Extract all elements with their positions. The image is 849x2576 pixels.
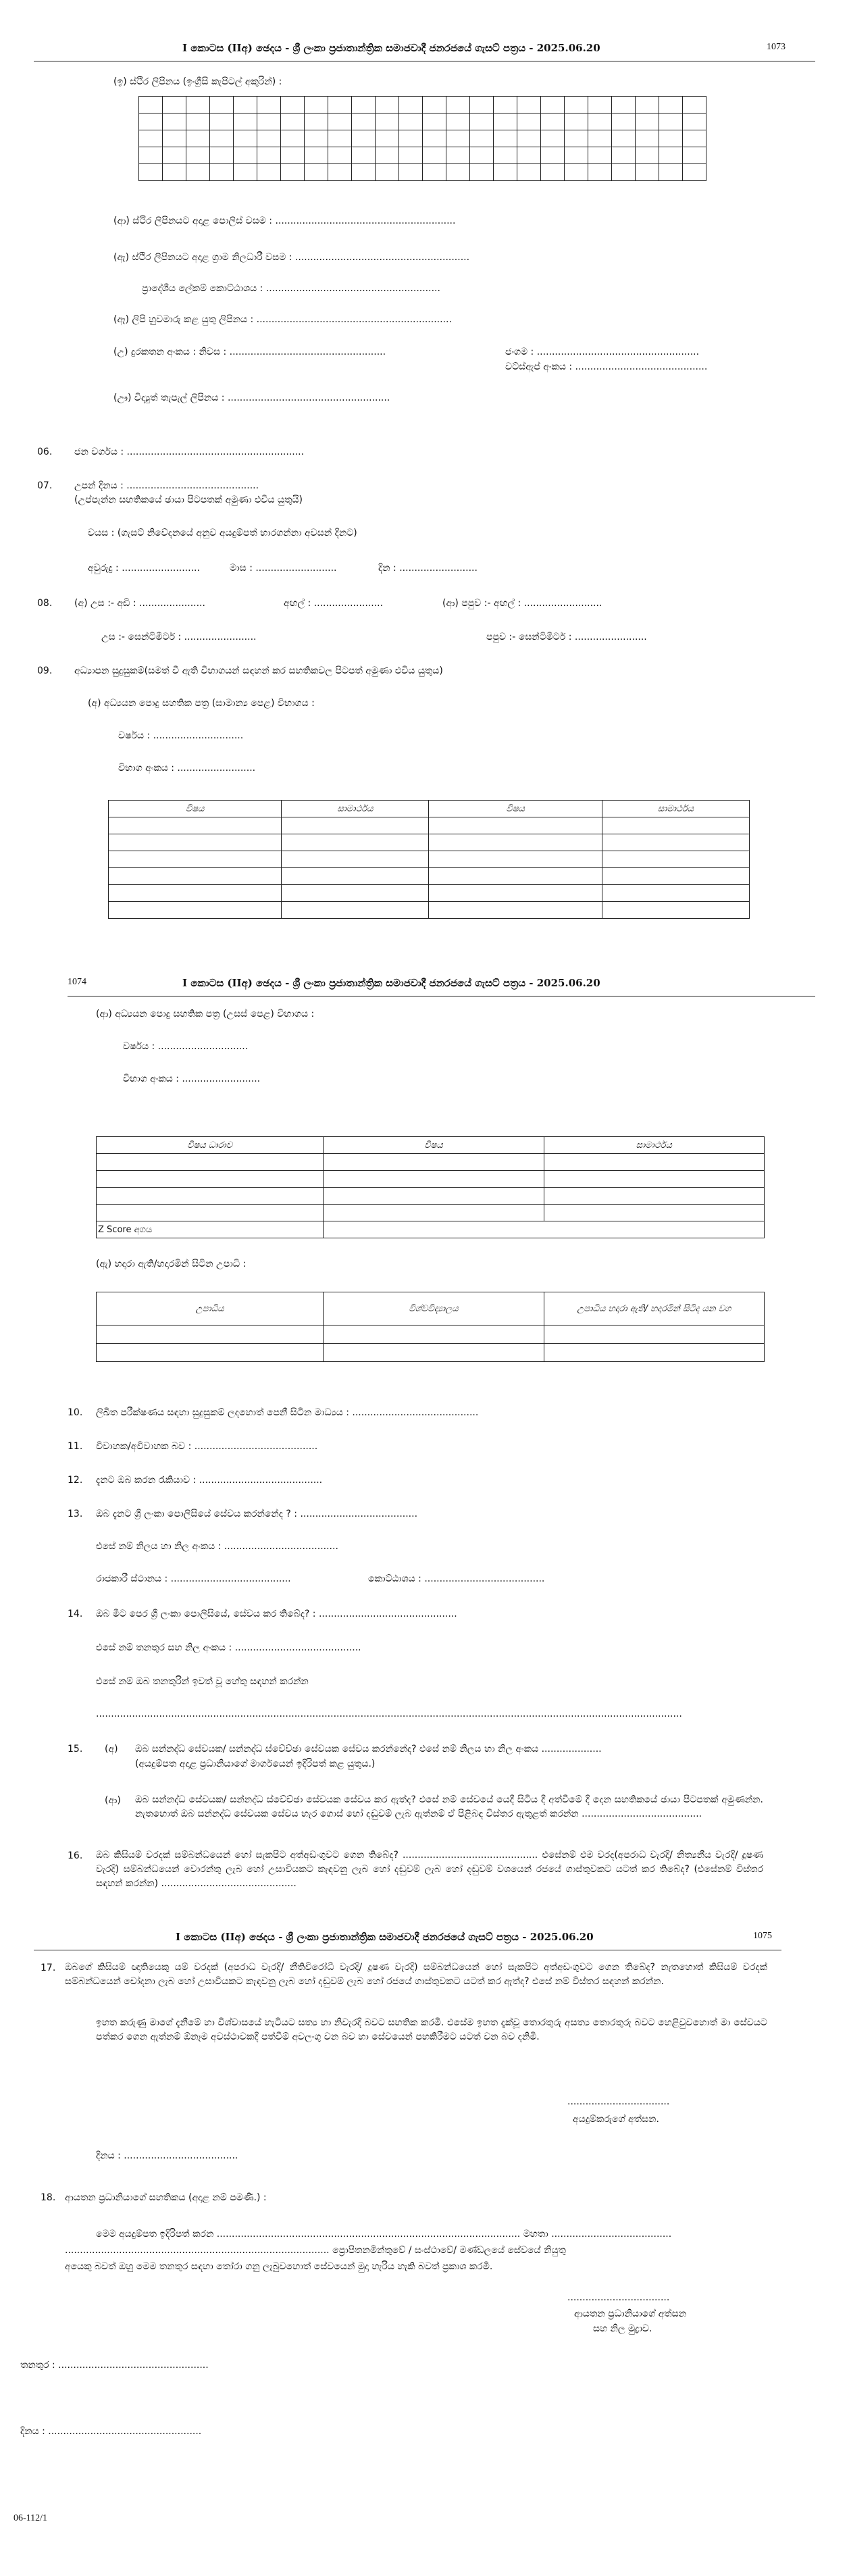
grid-cell[interactable]	[376, 164, 399, 181]
q09-al-label: (ආ) අධ්‍යයන පොදු සහතික පත්‍ර (උසස් පෙළ) විභාගය :	[96, 1009, 315, 1019]
table-cell[interactable]	[602, 851, 749, 868]
grid-cell[interactable]	[376, 97, 399, 113]
grid-cell[interactable]	[186, 147, 210, 164]
grid-cell[interactable]	[139, 113, 163, 130]
q14-number: 14.	[68, 1609, 83, 1619]
grid-cell[interactable]	[541, 164, 565, 181]
grid-cell[interactable]	[517, 97, 541, 113]
grid-cell[interactable]	[139, 164, 163, 181]
grid-row	[139, 147, 706, 164]
q16-number: 16.	[68, 1850, 83, 1861]
grid-cell[interactable]	[281, 164, 305, 181]
q13-label: ඔබ දැනට ශ්‍රී ලංකා පොලිසියේ සේවය කරන්නේද ? : .......................................	[96, 1509, 418, 1519]
grid-cell[interactable]	[659, 164, 683, 181]
q18-position: තනතුර : ..................................................	[20, 2360, 209, 2371]
grid-cell[interactable]	[683, 113, 706, 130]
q18-title: ආයතන ප්‍රධානියාගේ සහතිකය (අදාළ නම් පමණි.) :	[65, 2192, 267, 2203]
ol-results-table	[108, 800, 750, 919]
table-cell[interactable]	[429, 902, 602, 919]
table-cell[interactable]	[282, 817, 429, 834]
grid-cell[interactable]	[234, 97, 257, 113]
table-cell[interactable]	[109, 834, 282, 851]
q11-marital: විවාහක/අවිවාහක බව : .........................................	[96, 1441, 318, 1452]
q08-chest-cm: පපුව :- සෙන්ටිමීටර් : ........................	[486, 632, 647, 642]
table-row	[109, 902, 750, 919]
grid-cell[interactable]	[659, 97, 683, 113]
q09-number: 09.	[37, 665, 53, 676]
zscore-row	[97, 1221, 765, 1238]
grid-cell[interactable]	[186, 164, 210, 181]
grid-cell[interactable]	[257, 97, 281, 113]
grid-cell[interactable]	[612, 113, 636, 130]
grid-cell[interactable]	[257, 130, 281, 147]
q09-ol-index: විභාග අංකය : ..........................	[118, 763, 256, 774]
page-number-1075: 1075	[753, 1931, 772, 1941]
table-cell[interactable]	[602, 868, 749, 885]
grid-cell[interactable]	[328, 130, 352, 147]
q15-a-text: ඔබ සන්නද්ධ සේවයක/ සන්නද්ධ ස්වේච්ඡා සේවයක සේවය කරන්නේද? එසේ නම් නිලය හා නිල අංකය ....................	[135, 1744, 602, 1754]
table-cell[interactable]	[109, 885, 282, 902]
home-phone-label: (උ) දුරකතන අංකය : නිවස : ....................................................	[113, 347, 386, 357]
table-cell[interactable]	[544, 1188, 764, 1205]
table-header: විශ්වවිද්‍යාලය	[324, 1292, 544, 1325]
grid-cell[interactable]	[612, 97, 636, 113]
footer-code: 06-112/1	[14, 2513, 48, 2523]
q09-label: අධ්‍යාපන සුදුසුකම්(සමත් වී ඇති විභාගයන් සඳහන් කර සහතිකවල පිටපත් අමුණා එවිය යුතුය)	[74, 665, 443, 676]
grid-cell[interactable]	[446, 147, 470, 164]
grid-cell[interactable]	[446, 97, 470, 113]
q08-height-feet: (අ) උස :- අඩි : ......................	[74, 598, 205, 609]
capital-letters-grid[interactable]	[138, 96, 706, 181]
grid-cell[interactable]	[281, 97, 305, 113]
grid-cell[interactable]	[423, 97, 446, 113]
grid-cell[interactable]	[565, 97, 588, 113]
grid-cell[interactable]	[423, 130, 446, 147]
grid-cell[interactable]	[376, 147, 399, 164]
table-row	[109, 851, 750, 868]
q07-age: වයස : (ගැසට් නිවේදනයේ අනුව අයදුම්පත් භාරගන්නා අවසන් දිනට)	[88, 528, 357, 538]
grid-cell[interactable]	[305, 147, 328, 164]
page-number-1074: 1074	[68, 977, 86, 987]
q17-signature-dots: ..................................	[567, 2096, 670, 2107]
table-header: විෂය	[324, 1137, 544, 1154]
grid-cell[interactable]	[517, 130, 541, 147]
grid-row	[139, 164, 706, 181]
q10-medium: ලිඛිත පරීක්ෂණය සඳහා සුදුසුකම් ලදහොත් පෙනී සිටින මාධ්‍යය : ..........................................	[96, 1407, 479, 1418]
grid-cell[interactable]	[352, 97, 376, 113]
grid-cell[interactable]	[565, 147, 588, 164]
table-header: විෂය	[429, 801, 602, 817]
q08-height-inches: අඟල් : .......................	[284, 598, 384, 609]
table-cell[interactable]	[324, 1205, 544, 1221]
grid-cell[interactable]	[257, 113, 281, 130]
grid-cell[interactable]	[376, 130, 399, 147]
grid-cell[interactable]	[659, 130, 683, 147]
q06-number: 06.	[37, 447, 53, 457]
table-cell[interactable]	[429, 817, 602, 834]
grid-cell[interactable]	[234, 147, 257, 164]
grid-cell[interactable]	[588, 164, 612, 181]
table-cell[interactable]	[429, 885, 602, 902]
table-header: උපාධිය හදාරා ඇති/ හදාරමින් සිටිද යන වග	[544, 1292, 764, 1325]
table-cell[interactable]	[324, 1325, 544, 1344]
table-cell[interactable]	[544, 1171, 764, 1188]
q15-number: 15.	[68, 1744, 83, 1754]
table-cell[interactable]	[544, 1344, 764, 1362]
grid-cell[interactable]	[446, 113, 470, 130]
q14-rank: එසේ නම් තනතුර සහ නිල අංකය : ..........................................	[96, 1642, 361, 1653]
grid-cell[interactable]	[612, 130, 636, 147]
q18-line3: අයෙකු බවත් ඔහු මෙම තනතුර සඳහා තෝරා ගනු ලැබුවහොත් සේවයෙන් මුදා හැරිය හැකි බවත් ප්‍රකාශ කරමි.	[65, 2261, 493, 2272]
q15-a-note: (අයදුම්පත අදාළ ප්‍රධානියාගේ මාර්ගයෙන් ඉදිරිපත් කළ යුතුය.)	[135, 1759, 376, 1769]
degree-table	[96, 1292, 765, 1362]
grid-cell[interactable]	[186, 113, 210, 130]
grid-cell[interactable]	[210, 147, 234, 164]
grid-cell[interactable]	[446, 164, 470, 181]
table-header: සාමාර්ථය	[282, 801, 429, 817]
table-row	[97, 1154, 765, 1171]
table-cell[interactable]	[109, 817, 282, 834]
q09-al-year: වර්ෂය : ..............................	[123, 1041, 249, 1052]
zscore-label: Z Score අගය	[97, 1221, 324, 1238]
page-header-1075: I කොටස (IIඅ) ඡෙදය - ශ්‍රී ලංකා ප්‍රජාතාන්ත්‍රික සමාජවාදී ජනරජයේ ගැසට් පත්‍රය - 2025.06.20	[176, 1931, 594, 1943]
table-header: සාමාර්ථය	[602, 801, 749, 817]
grid-cell[interactable]	[257, 164, 281, 181]
table-cell[interactable]	[602, 885, 749, 902]
table-cell[interactable]	[282, 851, 429, 868]
grid-cell[interactable]	[636, 130, 659, 147]
grid-cell[interactable]	[376, 113, 399, 130]
table-header: විෂය	[109, 801, 282, 817]
q08-chest-inches: (ආ) පපුව :- අඟල් : ..........................	[442, 598, 602, 609]
grid-cell[interactable]	[588, 147, 612, 164]
table-cell[interactable]	[109, 902, 282, 919]
q07-note: (උප්පැන්න සහතිකයේ ඡායා පිටපතක් අමුණා එවිය යුතුයි)	[74, 495, 303, 505]
table-cell[interactable]	[544, 1325, 764, 1344]
grid-cell[interactable]	[494, 97, 517, 113]
grid-cell[interactable]	[494, 147, 517, 164]
grid-cell[interactable]	[399, 130, 423, 147]
table-cell[interactable]	[97, 1344, 324, 1362]
grid-cell[interactable]	[139, 130, 163, 147]
grid-cell[interactable]	[186, 97, 210, 113]
table-cell[interactable]	[544, 1205, 764, 1221]
q10-number: 10.	[68, 1407, 83, 1418]
table-cell[interactable]	[602, 817, 749, 834]
grid-cell[interactable]	[683, 164, 706, 181]
table-cell[interactable]	[97, 1325, 324, 1344]
q11-number: 11.	[68, 1441, 83, 1452]
grid-cell[interactable]	[470, 130, 494, 147]
q15-b-text: ඔබ සන්නද්ධ සේවයක/ සන්නද්ධ ස්වේච්ඡා සේවයක සේවය කර ඇත්ද? එසේ නම් සේවයේ යෙදී සිටිය දී අත්වීමේ දී දෙන සහතිකයේ ඡායා පිටපතක් අමුණන්න. නැතහොත් ඔබ සන්නද්ධ සේවයක සේවය හැර ගොස් හෝ දඬුවම් ලැබ ඇත්නම් ඒ පිළිබඳ විස්තර ඇතුළත් කරන්න ........................................	[135, 1794, 763, 1819]
q12-occupation: දැනට ඔබ කරන රැකියාව : .........................................	[96, 1475, 323, 1486]
grid-cell[interactable]	[494, 130, 517, 147]
q13-station: රාජකාරී ස්ථානය : ........................................	[96, 1573, 291, 1584]
grid-cell[interactable]	[352, 113, 376, 130]
grid-cell[interactable]	[328, 113, 352, 130]
grid-cell[interactable]	[186, 130, 210, 147]
grid-cell[interactable]	[281, 130, 305, 147]
grid-cell[interactable]	[659, 113, 683, 130]
q09-degree-label: (ඇ) හදාරා ඇති/හදාරමින් සිටින උපාධි :	[96, 1259, 247, 1269]
grid-cell[interactable]	[470, 147, 494, 164]
grid-cell[interactable]	[588, 130, 612, 147]
q09-al-index: විභාග අංකය : ..........................	[123, 1074, 261, 1084]
grid-cell[interactable]	[210, 113, 234, 130]
grid-cell[interactable]	[612, 147, 636, 164]
ds-division-label: ප්‍රාදේශීය ලේකම් කොට්ඨාශය : ..........................................................	[142, 283, 440, 294]
table-cell[interactable]	[602, 902, 749, 919]
grid-cell[interactable]	[328, 164, 352, 181]
q08-number: 08.	[37, 598, 53, 609]
table-cell[interactable]	[109, 851, 282, 868]
grid-cell[interactable]	[659, 147, 683, 164]
q17-number: 17.	[41, 1963, 56, 1973]
q07-dob: උපන් දිනය : ............................................	[74, 480, 259, 491]
grid-cell[interactable]	[517, 113, 541, 130]
table-cell[interactable]	[109, 868, 282, 885]
q09-ol-year: වර්ෂය : ..............................	[118, 730, 244, 741]
q17-declaration: ඉහත කරුණු මාගේ දැනීමේ හා විශ්වාසයේ හැටියට සත්‍ය හා නිවැරදි බවට සහතික කරමි. එසේම ඉහත දැක්වූ තොරතුරු අසත්‍ය තොරතුරු බවට හෙළිවුවහොත් මා සේවයට පත්කර ගෙන ඇත්නම් ඕනෑම අවස්ථාවකදී පත්වීම් අවලංගු වන බව හා සේවයෙන් පහකිරීමට යටත් වන බව දනිමි.	[96, 2017, 767, 2042]
grid-cell[interactable]	[305, 113, 328, 130]
grid-cell[interactable]	[588, 97, 612, 113]
grid-row	[139, 130, 706, 147]
q07-number: 07.	[37, 480, 53, 491]
table-cell[interactable]	[282, 885, 429, 902]
grid-cell[interactable]	[305, 130, 328, 147]
grid-cell[interactable]	[139, 97, 163, 113]
table-row	[109, 834, 750, 851]
police-division-label: (ආ) ස්ථිර ලිපිනයට අදාළ පොලිස් වසම : ............................................................	[113, 216, 456, 226]
table-row	[97, 1188, 765, 1205]
grid-cell[interactable]	[163, 97, 186, 113]
table-cell[interactable]	[429, 868, 602, 885]
q18-line1: මෙම අයදුම්පත ඉදිරිපත් කරන ..................................................................................................... මහතා ........................................	[96, 2229, 672, 2240]
grid-cell[interactable]	[210, 130, 234, 147]
q18-number: 18.	[41, 2192, 56, 2203]
grid-cell[interactable]	[281, 113, 305, 130]
grid-cell[interactable]	[446, 130, 470, 147]
q18-date: දිනය : ...................................................	[20, 2426, 202, 2437]
table-row	[97, 1325, 765, 1344]
table-row	[109, 885, 750, 902]
table-cell[interactable]	[97, 1171, 324, 1188]
grid-cell[interactable]	[517, 164, 541, 181]
table-header: උපාධිය	[97, 1292, 324, 1325]
grid-cell[interactable]	[399, 97, 423, 113]
grid-cell[interactable]	[281, 147, 305, 164]
page-header-1073: I කොටස (IIඅ) ඡෙදය - ශ්‍රී ලංකා ප්‍රජාතාන්ත්‍රික සමාජවාදී ජනරජයේ ගැසට් පත්‍රය - 2025.06.20	[182, 42, 600, 54]
page-number-1073: 1073	[767, 42, 786, 52]
grid-cell[interactable]	[139, 147, 163, 164]
q13-number: 13.	[68, 1509, 83, 1519]
al-results-table	[96, 1136, 765, 1238]
q13-division: කොට්ඨාශය : ........................................	[368, 1573, 545, 1584]
grid-cell[interactable]	[636, 97, 659, 113]
q14-reason-line: ...................................................................................................................................................................................................	[96, 1709, 682, 1719]
q16-text: ඔබ කිසියම් වරදක් සම්බන්ධයෙන් හෝ සැකපිට අත්අඩංගුවට ගෙන තිබේද? ............................................. එසේනම් එම වරද(අපරාධ වැරදි/ නිත්‍යනීය වැරදි/ දූෂණ වැරදි) සම්බන්ධයෙන් වොරන්තු ලැබ හෝ උසාවියකට කැඳවනු ලැබ හෝ දඬුවම් ලැබ හෝ දඬුවම් වශයෙන් රජයේ ගාස්තුවකට යටත් කර තිබේද? (එසේනම් විස්තර සඳහන් කරන්න) .............................................	[96, 1850, 763, 1889]
grid-cell[interactable]	[163, 130, 186, 147]
grid-row	[139, 113, 706, 130]
q17-signature-label: අයදුම්කරුගේ අත්සන.	[573, 2114, 659, 2125]
grid-cell[interactable]	[328, 147, 352, 164]
grid-cell[interactable]	[636, 113, 659, 130]
q07-years: අවුරුදු : ..........................	[88, 563, 200, 574]
email-label: (ඌ) විද්‍යුත් තැපැල් ලිපිනය : ......................................................	[113, 393, 390, 403]
grid-cell[interactable]	[494, 164, 517, 181]
grid-cell[interactable]	[305, 97, 328, 113]
q07-months: මාස : ...........................	[230, 563, 337, 574]
grid-cell[interactable]	[210, 97, 234, 113]
table-row	[109, 868, 750, 885]
grid-cell[interactable]	[399, 113, 423, 130]
q18-line2: ........................................................................................ ප්‍රොපිතනමින්තුවේ / සංස්ථාවේ/ මණ්ඩලයේ සේවයේ නියුතු	[65, 2245, 566, 2256]
table-cell[interactable]	[544, 1154, 764, 1171]
table-cell[interactable]	[97, 1188, 324, 1205]
q14-reason: එසේ නම් ඔබ තනතුරින් ඉවත් වූ හේතු සඳහන් කරන්න	[96, 1676, 309, 1687]
grid-cell[interactable]	[541, 147, 565, 164]
grid-cell[interactable]	[234, 164, 257, 181]
table-cell[interactable]	[324, 1188, 544, 1205]
grid-cell[interactable]	[470, 113, 494, 130]
q09-ol-label: (අ) අධ්‍යයන පොදු සහතික පත්‍ර (සාමාන්‍ය පෙළ) විභාගය :	[88, 698, 315, 709]
grid-cell[interactable]	[470, 164, 494, 181]
grid-cell[interactable]	[352, 130, 376, 147]
q18-signature-dots: ..................................	[567, 2292, 670, 2303]
grid-cell[interactable]	[683, 147, 706, 164]
grid-cell[interactable]	[328, 97, 352, 113]
page-header-1074: I කොටස (IIඅ) ඡෙදය - ශ්‍රී ලංකා ප්‍රජාතාන්ත්‍රික සමාජවාදී ජනරජයේ ගැසට් පත්‍රය - 2025.06.20	[182, 977, 600, 989]
grid-cell[interactable]	[588, 113, 612, 130]
table-row	[97, 1205, 765, 1221]
table-row	[97, 1171, 765, 1188]
grid-cell[interactable]	[612, 164, 636, 181]
grid-cell[interactable]	[683, 130, 706, 147]
grid-cell[interactable]	[636, 147, 659, 164]
table-cell[interactable]	[97, 1154, 324, 1171]
grid-cell[interactable]	[541, 130, 565, 147]
table-cell[interactable]	[429, 851, 602, 868]
grid-cell[interactable]	[163, 113, 186, 130]
grid-cell[interactable]	[163, 164, 186, 181]
mobile-phone-label: ජංගම : ......................................................	[505, 347, 700, 357]
grid-cell[interactable]	[636, 164, 659, 181]
zscore-value[interactable]	[324, 1221, 765, 1238]
grid-cell[interactable]	[352, 147, 376, 164]
q17-date: දිනය : ......................................	[96, 2150, 238, 2161]
grid-cell[interactable]	[541, 97, 565, 113]
whatsapp-label: වට්ස්ඇප් අංකය : ............................................	[505, 361, 708, 372]
grid-row	[139, 97, 706, 113]
grid-cell[interactable]	[234, 130, 257, 147]
grid-cell[interactable]	[399, 147, 423, 164]
q07-days: දින : ..........................	[378, 563, 478, 574]
table-cell[interactable]	[324, 1171, 544, 1188]
grid-cell[interactable]	[470, 97, 494, 113]
table-row	[97, 1344, 765, 1362]
grid-cell[interactable]	[305, 164, 328, 181]
grid-cell[interactable]	[234, 113, 257, 130]
table-cell[interactable]	[97, 1205, 324, 1221]
table-cell[interactable]	[429, 834, 602, 851]
address-e-label: (ඉ) ස්ථිර ලිපිනය (ඉංග්‍රීසි කැපිටල් අකුරින්) :	[113, 76, 282, 87]
table-cell[interactable]	[282, 902, 429, 919]
table-cell[interactable]	[282, 834, 429, 851]
grid-cell[interactable]	[423, 147, 446, 164]
q14-label: ඔබ මීට පෙර ශ්‍රී ලංකා පොලිසියේ, සේවය කර තිබේද? : ..............................................	[96, 1609, 457, 1619]
q06-ethnicity: ජන වර්ගය : ...........................................................	[74, 447, 305, 457]
grid-cell[interactable]	[210, 164, 234, 181]
table-row	[109, 817, 750, 834]
q18-seal-label: සහ නිල මුද්‍රාව.	[593, 2323, 652, 2334]
gn-division-label: (ඇ) ස්ථිර ලිපිනයට අදාළ ග්‍රාම නිලධාරී වසම : ..........................................................	[113, 252, 470, 263]
q13-rank: එසේ නම් නිලය හා නිල අංකය : ......................................	[96, 1541, 338, 1552]
table-header: විෂය ධාරාව	[97, 1137, 324, 1154]
table-cell[interactable]	[602, 834, 749, 851]
grid-cell[interactable]	[565, 164, 588, 181]
grid-cell[interactable]	[565, 113, 588, 130]
q15-b-marker: (ආ)	[105, 1795, 121, 1806]
grid-cell[interactable]	[257, 147, 281, 164]
table-cell[interactable]	[324, 1154, 544, 1171]
table-cell[interactable]	[282, 868, 429, 885]
postal-address-label: (ඈ) ලිපි හුවමාරු කළ යුතු ලිපිනය : .................................................................	[113, 314, 452, 325]
q15-a-marker: (අ)	[105, 1744, 118, 1754]
grid-cell[interactable]	[541, 113, 565, 130]
grid-cell[interactable]	[517, 147, 541, 164]
grid-cell[interactable]	[423, 164, 446, 181]
grid-cell[interactable]	[399, 164, 423, 181]
grid-cell[interactable]	[163, 147, 186, 164]
grid-cell[interactable]	[565, 130, 588, 147]
table-header: සාමාර්ථය	[544, 1137, 764, 1154]
grid-cell[interactable]	[423, 113, 446, 130]
grid-cell[interactable]	[352, 164, 376, 181]
q08-height-cm: උස :- සෙන්ටිමීටර් : ........................	[101, 632, 257, 642]
grid-cell[interactable]	[683, 97, 706, 113]
q18-signature-label: ආයතන ප්‍රධානියාගේ අත්සන	[574, 2308, 687, 2319]
grid-cell[interactable]	[494, 113, 517, 130]
q12-number: 12.	[68, 1475, 83, 1486]
table-cell[interactable]	[324, 1344, 544, 1362]
q17-text: ඔබගේ කිසියම් ඥාතියෙකු යම් වරදක් (අපරාධ වැරදි/ නීතිවිරෝධී වැරදි/ දූෂණ වැරදි) සම්බන්ධයෙන් හෝ සැකපිට අත්අඩංගුවට ගෙන තිබේද? නැතහොත් කිසියම් වරදක් සම්බන්ධයෙන් චෝදනා ලැබ හෝ උසාවියකට කැඳවනු ලැබ හෝ දඬුවම් ලැබ හෝ රජයේ ගාස්තුවකට යටත් කර ඇත්ද? එසේ නම් විස්තර සඳහන් කරන්න.	[65, 1962, 767, 1987]
